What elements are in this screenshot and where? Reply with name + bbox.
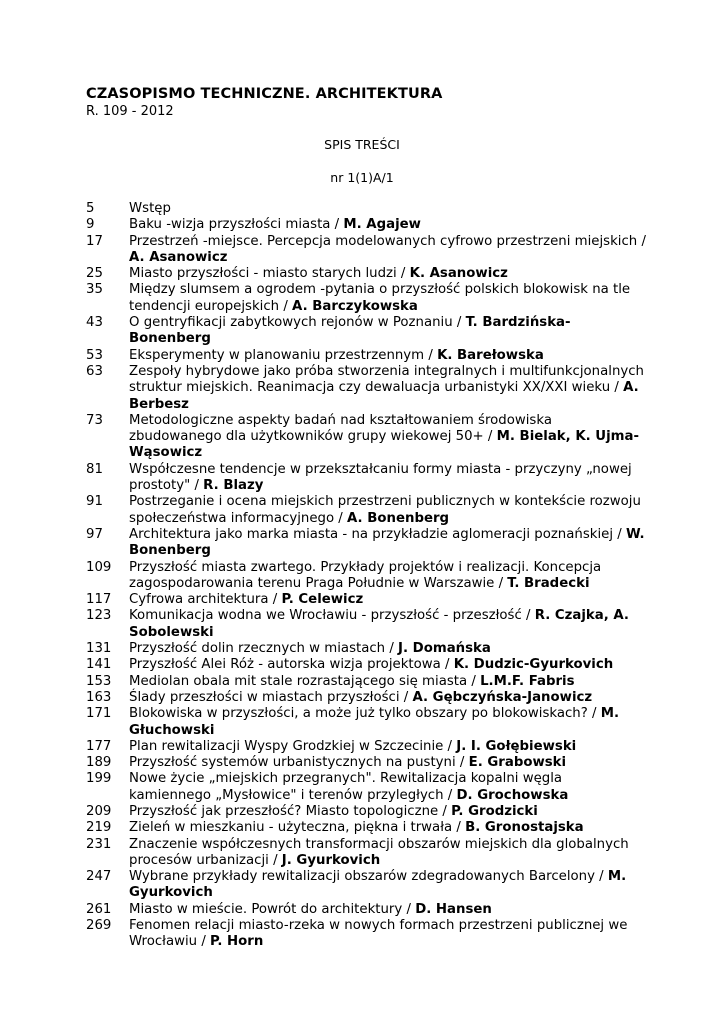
- article-title: Plan rewitalizacji Wyspy Grodzkiej w Szczecinie /: [129, 738, 457, 754]
- page-number: 109: [86, 559, 112, 575]
- article-title: Komunikacja wodna we Wrocławiu - przyszłość - przeszłość /: [129, 608, 535, 624]
- article-title: Miasto przyszłości - miasto starych ludzi /: [129, 266, 410, 282]
- article-title: Postrzeganie i ocena miejskich przestrzeni publicznych w kontekście rozwoju społeczeństwa informacyjnego /: [129, 494, 641, 526]
- article-title: Metodologiczne aspekty badań nad kształtowaniem środowiska zbudowanego dla użytkowników grupy wiekowej 50+ /: [129, 412, 552, 445]
- article-author: J. I. Gołębiewski: [456, 738, 577, 754]
- page-number: 141: [86, 657, 112, 673]
- article-author: B. Gronostajska: [465, 820, 584, 836]
- article-author: R. Blazy: [203, 478, 264, 494]
- page-number: 163: [86, 689, 112, 705]
- toc-entry: [86, 706, 646, 739]
- page-number: 231: [86, 836, 112, 852]
- article-author: D. Grochowska: [456, 787, 569, 803]
- article-author: K. Asanowicz: [409, 266, 508, 282]
- toc-entry: [86, 771, 646, 804]
- article-author: K. Barełowska: [437, 347, 544, 363]
- article-title: Cyfrowa architektura /: [129, 592, 282, 608]
- toc-entry: [86, 837, 646, 870]
- volume-year: R. 109 - 2012: [86, 104, 174, 119]
- article-title: Baku -wizja przyszłości miasta /: [129, 217, 344, 233]
- article-title: Blokowiska w przyszłości, a może już tylko obszary po blokowiskach? /: [129, 706, 601, 722]
- toc-entry: [86, 348, 646, 364]
- page-number: 97: [86, 526, 103, 542]
- article-author: A. Berbesz: [129, 380, 639, 412]
- article-title: Nowe życie „miejskich przegranych". Rewitalizacja kopalni węgla kamiennego „Mysłowice" i terenów przyległych /: [129, 771, 563, 803]
- page-number: 5: [86, 201, 95, 216]
- article-title: Przyszłość systemów urbanistycznych na pustyni /: [129, 755, 469, 771]
- article-author: A. Bonenberg: [347, 510, 450, 526]
- article-author: T. Bardzińska-Bonenberg: [129, 315, 571, 347]
- article-title: Między slumsem a ogrodem -pytania o przyszłość polskich blokowisk na tle tendencji europejskich /: [129, 282, 631, 314]
- article-author: D. Hansen: [415, 901, 492, 917]
- page-number: 91: [86, 494, 103, 510]
- toc-entry: [86, 820, 646, 836]
- toc-entry: [86, 592, 646, 608]
- toc-entry: [86, 608, 646, 641]
- journal-title: CZASOPISMO TECHNICZNE. ARCHITEKTURA: [86, 86, 443, 102]
- page-number: 81: [86, 461, 103, 477]
- article-title: Przyszłość miasta zwartego. Przykłady projektów i realizacji. Koncepcja zagospodarowania terenu Praga Południe w Warszawie /: [129, 559, 602, 591]
- article-title: Współczesne tendencje w przekształcaniu formy miasta - przyczyny „nowej prostoty" /: [129, 461, 632, 494]
- article-title: Przestrzeń -miejsce. Percepcja modelowanych cyfrowo przestrzeni miejskich /: [129, 233, 646, 249]
- toc-entry: [86, 690, 646, 706]
- toc-entry: [86, 527, 646, 560]
- toc-entry: [86, 364, 646, 413]
- article-author: M. Bielak, K. Ujma-Wąsowicz: [129, 429, 640, 461]
- toc-entry: [86, 315, 646, 348]
- page-number: 53: [86, 347, 103, 363]
- article-title: Fenomen relacji miasto-rzeka w nowych formach przestrzeni publicznej we Wrocławiu /: [129, 918, 628, 950]
- toc-entry: [86, 266, 646, 282]
- page-number: 171: [86, 706, 112, 722]
- page-number: 73: [86, 412, 103, 428]
- page-number: 177: [86, 738, 112, 754]
- toc-entry: [86, 804, 646, 820]
- article-author: J. Gyurkovich: [281, 852, 381, 868]
- page-number: 117: [86, 592, 112, 608]
- toc-heading: SPIS TREŚCI: [324, 137, 400, 152]
- toc-entry: [86, 902, 646, 918]
- article-author: L.M.F. Fabris: [480, 673, 575, 689]
- table-of-contents: [86, 201, 646, 951]
- article-author: P. Grodzicki: [451, 803, 538, 819]
- toc-entry: [86, 462, 646, 495]
- article-author: M. Agajew: [343, 217, 421, 233]
- article-author: J. Domańska: [398, 641, 491, 657]
- article-title: Znaczenie współczesnych transformacji obszarów miejskich dla globalnych procesów urbanizacji /: [129, 836, 629, 868]
- toc-entry: [86, 869, 646, 902]
- article-author: T. Bradecki: [507, 575, 590, 591]
- article-author: M. Głuchowski: [129, 706, 620, 738]
- article-title: Przyszłość dolin rzecznych w miastach /: [129, 641, 399, 657]
- toc-entry: [86, 234, 646, 267]
- toc-entry: [86, 560, 646, 593]
- article-author: P. Horn: [210, 934, 264, 950]
- article-title: Zespoły hybrydowe jako próba stworzenia integralnych i multifunkcjonalnych struktur miejskich. Reanimacja czy dewaluacja urbanistyki XX/XXI wieku /: [129, 363, 644, 396]
- article-title: Przyszłość jak przeszłość? Miasto topologiczne /: [129, 803, 452, 819]
- page-number: 209: [86, 803, 112, 819]
- page-number: 153: [86, 673, 112, 689]
- article-author: E. Grabowski: [468, 755, 567, 771]
- toc-entry: [86, 918, 646, 951]
- page-number: 9: [86, 217, 95, 233]
- toc-entry: [86, 494, 646, 527]
- toc-entry: [86, 201, 646, 217]
- page-number: 17: [86, 233, 103, 249]
- page-number: 199: [86, 771, 112, 787]
- article-title: Wstęp: [129, 201, 171, 216]
- page-number: 269: [86, 918, 112, 934]
- article-title: Mediolan obala mit stale rozrastającego się miasta /: [129, 673, 481, 689]
- article-title: Miasto w mieście. Powrót do architektury /: [129, 901, 416, 917]
- article-title: O gentryfikacji zabytkowych rejonów w Poznaniu /: [129, 315, 466, 331]
- toc-entry: [86, 413, 646, 462]
- page-number: 35: [86, 282, 103, 298]
- article-title: Przyszłość Alei Róż - autorska wizja projektowa /: [129, 657, 454, 673]
- toc-entry: [86, 674, 646, 690]
- article-title: Wybrane przykłady rewitalizacji obszarów zdegradowanych Barcelony /: [129, 869, 608, 885]
- article-author: P. Celewicz: [281, 592, 364, 608]
- article-author: K. Dudzic-Gyurkovich: [453, 657, 614, 673]
- page-number: 261: [86, 901, 112, 917]
- article-author: M. Gyurkovich: [129, 869, 627, 901]
- toc-entry: [86, 641, 646, 657]
- page-number: 63: [86, 363, 103, 379]
- page-number: 123: [86, 608, 112, 624]
- article-title: Zieleń w mieszkaniu - użyteczna, piękna i trwała /: [129, 820, 466, 836]
- article-author: W. Bonenberg: [129, 526, 645, 559]
- article-author: A. Asanowicz: [129, 249, 228, 265]
- article-author: A. Barczykowska: [292, 298, 418, 314]
- issue-number: nr 1(1)A/1: [330, 170, 394, 185]
- page-number: 247: [86, 869, 112, 885]
- page-number: 131: [86, 641, 112, 657]
- page-number: 189: [86, 755, 112, 771]
- article-author: R. Czajka, A. Sobolewski: [129, 608, 629, 640]
- toc-entry: [86, 217, 646, 233]
- article-title: Ślady przeszłości w miastach przyszłości /: [129, 689, 413, 705]
- page-number: 219: [86, 820, 112, 836]
- toc-entry: [86, 739, 646, 755]
- toc-entry: [86, 282, 646, 315]
- article-title: Architektura jako marka miasta - na przykładzie aglomeracji poznańskiej /: [129, 526, 626, 542]
- article-title: Eksperymenty w planowaniu przestrzennym /: [129, 347, 438, 363]
- page-number: 43: [86, 315, 103, 331]
- toc-entry: [86, 657, 646, 673]
- toc-entry: [86, 755, 646, 771]
- page-number: 25: [86, 266, 103, 282]
- article-author: A. Gębczyńska-Janowicz: [412, 689, 593, 705]
